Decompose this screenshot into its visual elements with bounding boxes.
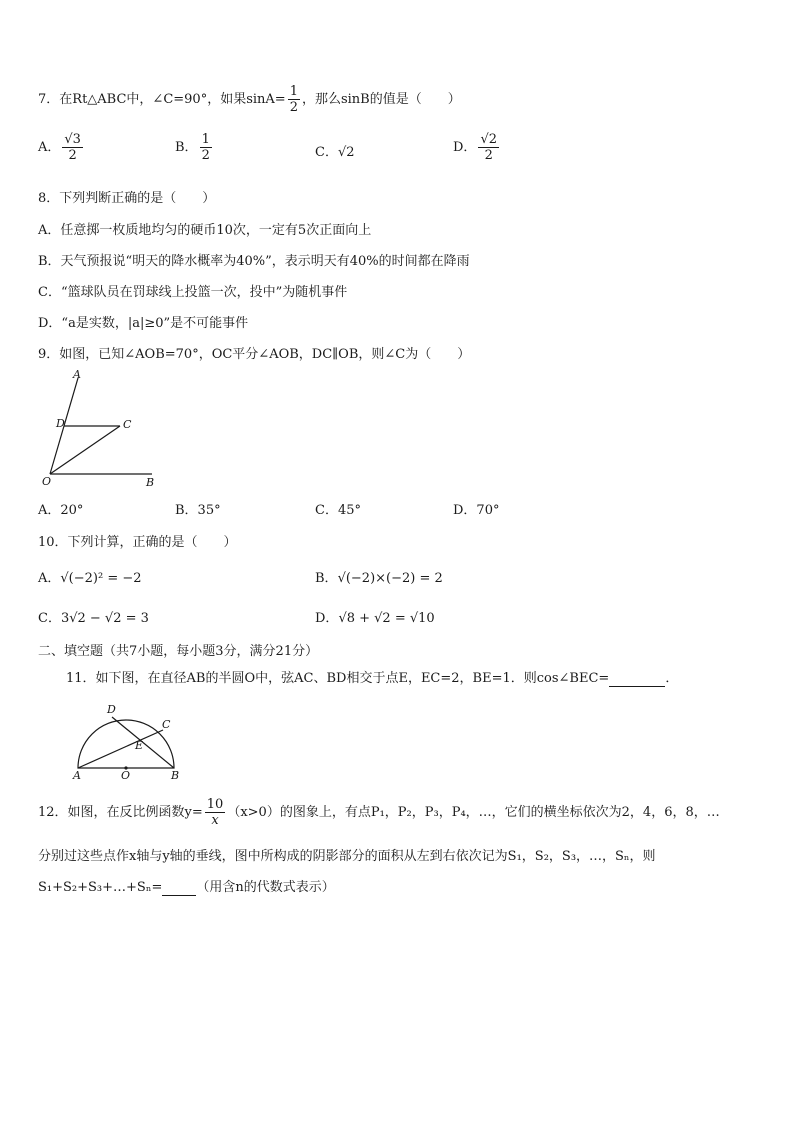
q9-label-o: O: [42, 475, 52, 488]
q7-stem-b: ，那么sinB的值是（ ）: [301, 92, 461, 107]
q10-option-b[interactable]: [315, 567, 443, 586]
q12-line3: [38, 876, 335, 896]
q7-option-b[interactable]: B． $\frac{1}{2}$: [175, 132, 210, 163]
q11-label-c: C: [162, 718, 171, 731]
q9-option-a[interactable]: A．20°: [38, 503, 84, 518]
q9-line-oc: [50, 426, 120, 474]
q10-option-b-expr: √(−2)×(−2) = 2: [337, 571, 443, 586]
q7-option-a[interactable]: A． $\frac{√3}{2}$: [38, 132, 81, 163]
q7-number: 7．: [38, 92, 60, 107]
q7-option-c-label: C．: [315, 145, 338, 160]
q10-option-d-label: D．: [315, 611, 339, 626]
q11-label-a: A: [73, 769, 81, 780]
q8-stem: 8．下列判断正确的是（ ）: [38, 191, 216, 206]
q11-stem: [66, 667, 678, 687]
q11-label-o: O: [121, 769, 131, 780]
q12-fraction: $\frac{10}{x}$: [206, 797, 224, 828]
q9-stem: 9．如图，已知∠AOB=70°，OC平分∠AOB，DC∥OB，则∠C为（ ）: [38, 347, 471, 362]
q10-option-c-expr: 3√2 − √2 = 3: [60, 611, 149, 626]
q11-semicircle: [78, 720, 174, 768]
q11-end: ．: [665, 671, 679, 686]
q10-option-d-expr: √8 + √2 = √10: [338, 611, 435, 626]
q7-option-b-label: B．: [175, 140, 198, 155]
q9-option-c[interactable]: C．45°: [315, 503, 361, 518]
q8-option-b[interactable]: B．天气预报说“明天的降水概率为40%”，表示明天有40%的时间都在降雨: [38, 254, 470, 269]
q12-line3-a: S₁+S₂+S₃+…+Sₙ=: [38, 880, 163, 895]
q7-option-d[interactable]: D． $\frac{√2}{2}$: [453, 132, 497, 163]
q12-answer-blank[interactable]: [162, 880, 196, 896]
q11-label-e: E: [135, 739, 144, 752]
q7-option-c[interactable]: [315, 141, 355, 160]
q11-label-d: D: [107, 703, 116, 716]
q9-label-c: C: [123, 418, 132, 431]
q10-option-b-label: B．: [315, 571, 338, 586]
q9-option-d[interactable]: D．70°: [453, 503, 500, 518]
q7-option-a-label: A．: [38, 140, 61, 155]
q11-label-b: B: [171, 769, 180, 780]
q7-fraction: $\frac{1}{2}$: [289, 84, 298, 115]
q10-option-a-label: A．: [38, 571, 61, 586]
q9-option-b[interactable]: B．35°: [175, 503, 221, 518]
q8-option-c[interactable]: C．“篮球队员在罚球线上投篮一次，投中”为随机事件: [38, 285, 348, 300]
q12-line1: [38, 797, 720, 828]
q9-label-a: A: [73, 368, 81, 381]
q7-stem: [38, 84, 461, 115]
q10-option-c[interactable]: [38, 607, 149, 626]
q7-option-d-label: D．: [453, 140, 477, 155]
q8-option-a[interactable]: A．任意掷一枚质地均匀的硬币10次，一定有5次正面向上: [38, 223, 372, 238]
q9-figure: [40, 366, 170, 490]
q12-line3-b: （用含n的代数式表示）: [196, 880, 335, 895]
q8-option-d[interactable]: D．“a是实数，|a|≥0”是不可能事件: [38, 316, 249, 331]
section2-heading: 二、填空题（共7小题，每小题3分，满分21分）: [38, 644, 319, 659]
q9-label-b: B: [146, 476, 155, 489]
q10-option-a-expr: √(−2)² = −2: [60, 571, 142, 586]
q10-option-a[interactable]: [38, 567, 142, 586]
q11-answer-blank[interactable]: [609, 671, 665, 687]
q9-label-d: D: [56, 417, 65, 430]
q7-option-c-value: √2: [337, 145, 355, 160]
q12-line2: 分别过这些点作x轴与y轴的垂线，图中所构成的阴影部分的面积从左到右依次记为S₁，S₂，S₃，…，Sₙ，则: [38, 849, 656, 864]
q12-stem-a: 12．如图，在反比例函数y=: [38, 805, 203, 820]
q7-stem-a: 在Rt△ABC中，∠C=90°，如果sinA=: [59, 92, 286, 107]
q10-option-c-label: C．: [38, 611, 61, 626]
q11-stem-text: 11．如下图，在直径AB的半圆O中，弦AC、BD相交于点E，EC=2，BE=1．则cos∠BEC=: [66, 671, 610, 686]
q10-stem: 10．下列计算，正确的是（ ）: [38, 535, 237, 550]
q10-option-d[interactable]: [315, 607, 435, 626]
q11-figure: [66, 700, 190, 780]
q12-stem-b: （x>0）的图象上，有点P₁，P₂，P₃，P₄，…，它们的横坐标依次为2，4，6，8，…: [227, 805, 720, 820]
